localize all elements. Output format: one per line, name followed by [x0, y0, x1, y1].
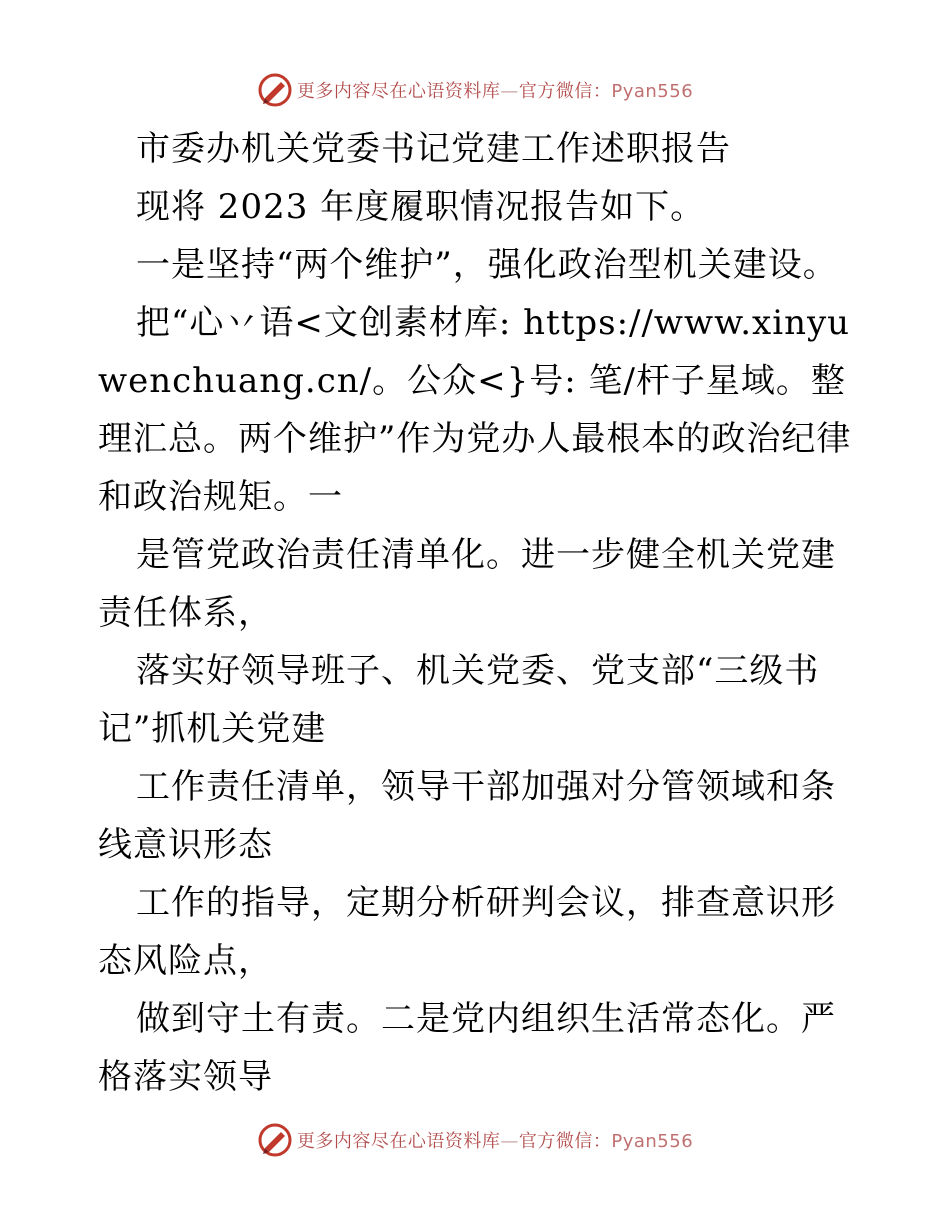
footer-banner: [0, 1120, 950, 1160]
document-paragraph: 工作的指导，定期分析研判会议，排查意识形态风险点，: [98, 883, 836, 981]
footer-banner-content: [257, 1122, 693, 1158]
document-paragraph: 做到守土有责。二是党内组织生活常态化。严格落实领导: [98, 999, 836, 1097]
footer-banner-label: 官方微信：: [518, 1131, 612, 1152]
header-banner-wechat-id: Pyan556: [611, 81, 694, 102]
document-title: 市委办机关党委书记党建工作述职报告: [136, 129, 731, 169]
document-paragraph: 工作责任清单，领导干部加强对分管领域和条线意识形态: [98, 767, 836, 865]
header-banner-separator: —: [500, 81, 519, 102]
header-banner: [0, 70, 950, 110]
document-paragraph: 现将 2023 年度履职情况报告如下。: [136, 187, 706, 227]
document-body: [98, 120, 858, 1106]
header-banner-label: 官方微信：: [518, 81, 612, 102]
header-banner-content: [257, 72, 693, 108]
document-paragraph: 落实好领导班子、机关党委、党支部“三级书记”抓机关党建: [98, 651, 820, 749]
pen-logo-icon: [257, 72, 293, 108]
pen-logo-icon: [257, 1122, 293, 1158]
footer-banner-main: 更多内容尽在心语资料库: [296, 1131, 501, 1152]
footer-banner-wechat-id: Pyan556: [611, 1131, 694, 1152]
footer-banner-text: [297, 1127, 693, 1153]
header-banner-text: [297, 77, 693, 103]
header-banner-main: 更多内容尽在心语资料库: [296, 81, 501, 102]
document-paragraph: 一是坚持“两个维护”，强化政治型机关建设。: [136, 245, 838, 285]
document-paragraph: 把“心丷语<文创素材库: https://www.xinyuwenchuang.cn/。公众<}号: 笔/杆子星域。整理汇总。两个维护”作为党办人最根本的政治纪律和政治规矩。一: [98, 303, 852, 517]
document-paragraph: 是管党政治责任清单化。进一步健全机关党建责任体系，: [98, 535, 836, 633]
footer-banner-separator: —: [500, 1131, 519, 1152]
